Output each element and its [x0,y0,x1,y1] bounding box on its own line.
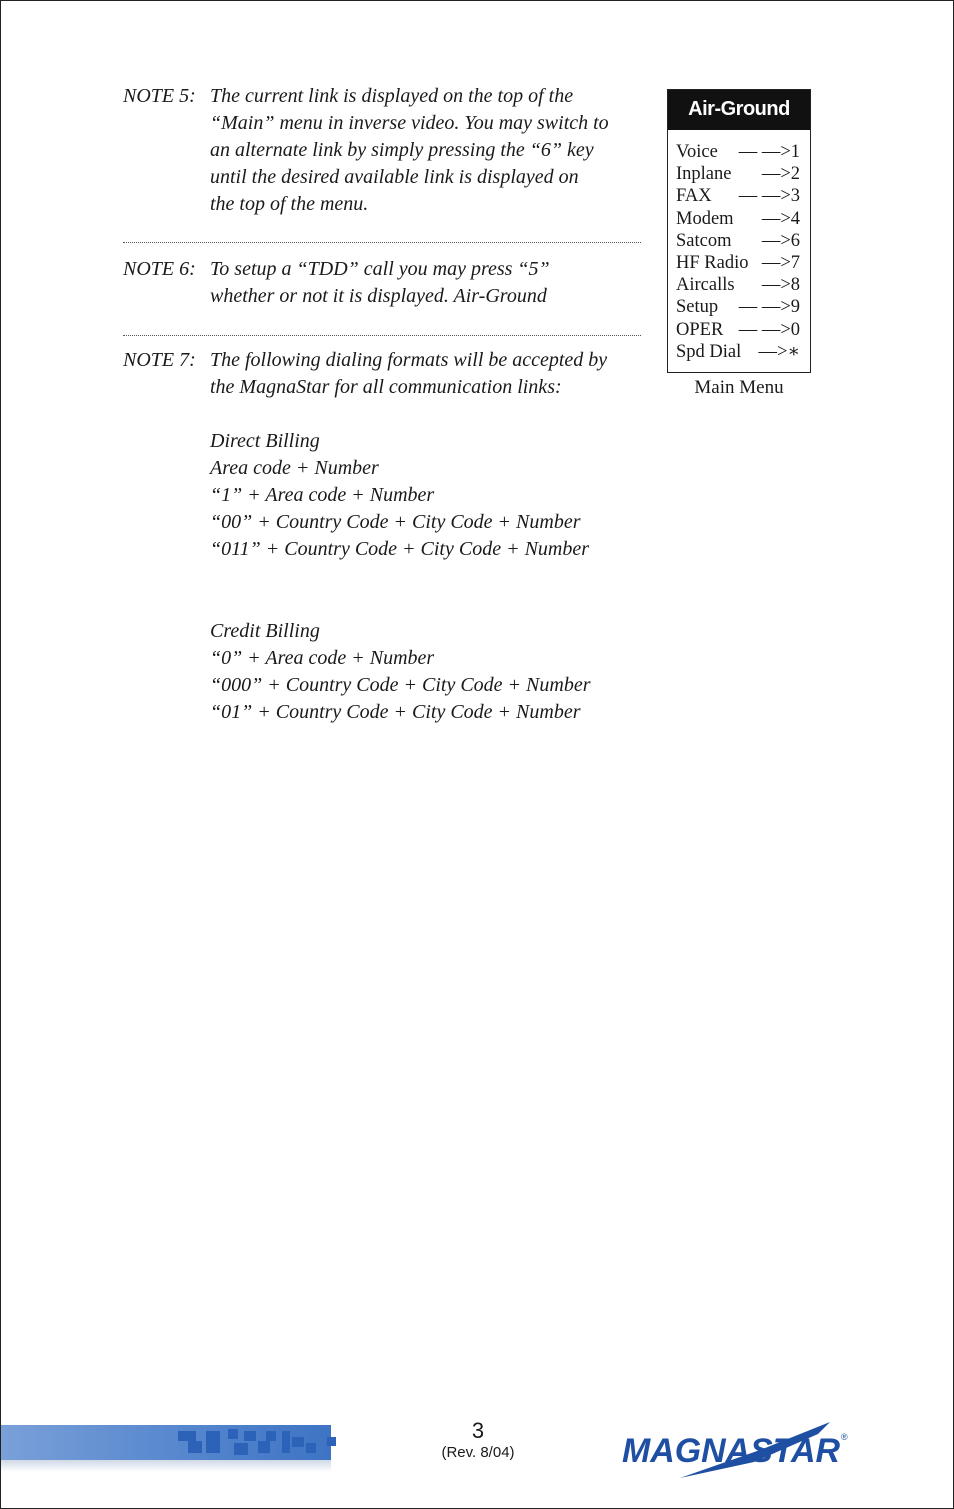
direct-billing-heading: Direct Billing [210,430,320,452]
menu-item-hf-radio [676,252,800,274]
dial-format: “000” + Country Code + City Code + Number [210,674,591,696]
menu-item-label: Setup [676,297,719,318]
menu-item-fax [676,185,800,207]
note-body [210,256,643,310]
note-line: The following dialing formats will be accepted by [210,349,608,371]
note-6 [123,256,643,310]
note-7 [123,347,643,401]
menu-item-modem [676,208,800,230]
note-line: the MagnaStar for all communication links: [210,376,562,398]
dotted-divider [123,335,641,336]
note-5 [123,83,643,218]
menu-item-label: HF Radio [676,252,749,273]
menu-item-key: —>2 [761,164,800,185]
dial-format: “01” + Country Code + City Code + Number [210,701,581,723]
menu-item-setup [676,296,800,318]
direct-billing-block [210,428,589,563]
menu-item-label: FAX [676,186,712,207]
menu-item-key: —>8 [761,275,800,296]
menu-item-label: Spd Dial [676,341,742,362]
menu-caption: Main Menu [694,377,784,398]
dotted-divider [123,242,641,243]
menu-item-label: OPER [676,319,724,340]
dial-format: “00” + Country Code + City Code + Number [210,511,581,533]
menu-item-key: —>7 [761,252,800,273]
note-label: NOTE 6: [123,258,196,280]
note-line: the top of the menu. [210,193,369,215]
menu-item-key: — —>3 [738,186,800,207]
menu-item-key: —>∗ [758,341,800,362]
menu-item-key: — —>9 [738,297,800,318]
footer-shadow [1,1460,331,1472]
menu-item-spd-dial [676,341,800,363]
dial-format: “0” + Area code + Number [210,647,435,669]
credit-billing-heading: Credit Billing [210,620,320,642]
menu-item-label: Voice [676,142,718,162]
note-label: NOTE 7: [123,349,196,371]
menu-item-satcom [676,230,800,252]
note-line: an alternate link by simply pressing the “6” key [210,139,594,161]
note-line: The current link is displayed on the top of the [210,85,574,107]
note-line: until the desired available link is displayed on [210,166,579,188]
dial-format: “1” + Area code + Number [210,484,435,506]
menu-item-aircalls [676,274,800,296]
note-line: whether or not it is displayed. Air-Ground [210,285,547,307]
logo-wordmark: MAGNASTAR [622,1432,841,1470]
menu-header-inverse: Air-Ground [668,90,810,130]
credit-billing-block [210,618,591,726]
revision-date: (Rev. 8/04) [441,1444,515,1461]
menu-item-key: — —>1 [738,142,800,162]
menu-item-label: Aircalls [676,275,735,296]
menu-item-key: —>4 [761,208,800,229]
note-body [210,347,643,401]
menu-item-label: Modem [676,208,734,229]
main-menu-display [667,89,811,373]
magnastar-logo [620,1418,850,1484]
dial-format: Area code + Number [210,457,379,479]
menu-item-voice [676,141,800,163]
menu-item-key: — —>0 [738,319,800,340]
dial-format: “011” + Country Code + City Code + Number [210,538,590,560]
menu-item-label: Satcom [676,230,732,251]
menu-item-oper [676,319,800,341]
menu-item-key: —>6 [761,230,800,251]
note-line: To setup a “TDD” call you may press “5” [210,258,550,280]
menu-list [668,130,810,363]
menu-item-label: Inplane [676,164,732,185]
note-label: NOTE 5: [123,85,196,107]
page-number: 3 [471,1418,485,1443]
note-body [210,83,643,218]
menu-item-inplane [676,163,800,185]
registered-mark: ® [841,1432,848,1442]
note-line: “Main” menu in inverse video. You may switch to [210,112,609,134]
